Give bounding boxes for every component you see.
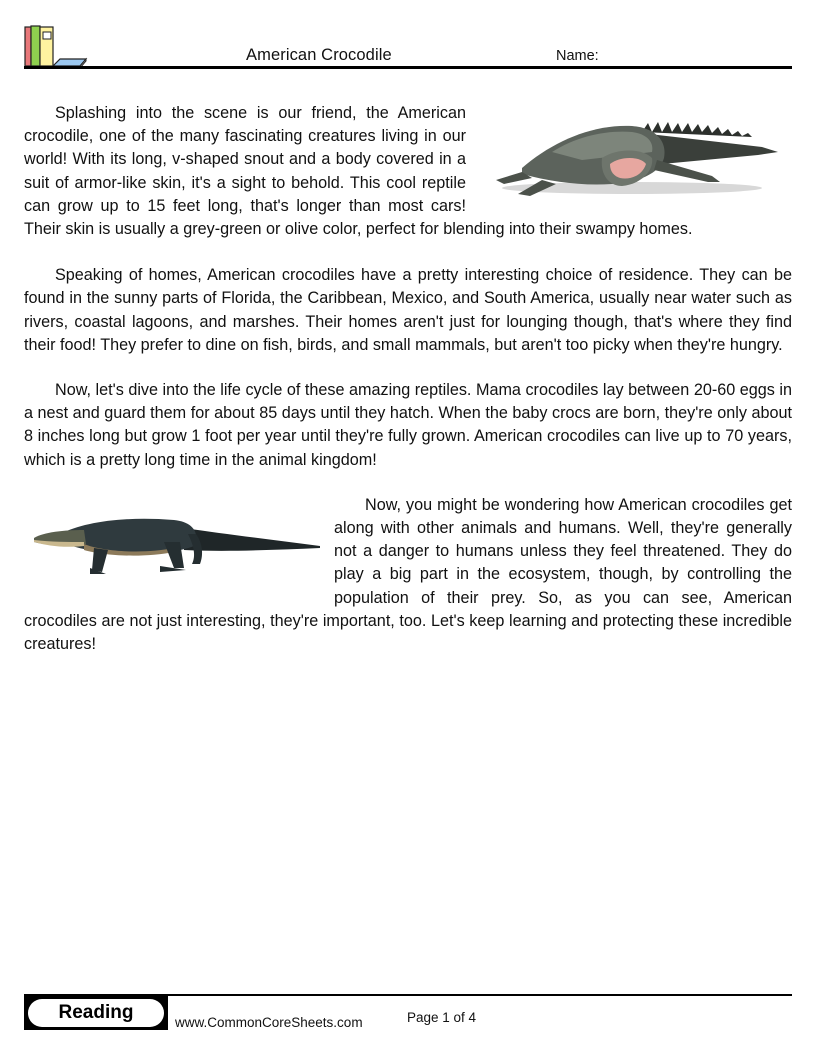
- subject-badge: [24, 996, 168, 1030]
- name-field-label: Name:: [556, 48, 599, 64]
- paragraph-2: Speaking of homes, American crocodiles have a pretty interesting choice of residence. They can be found in the sunny parts of Florida, the Caribbean, Mexico, and South America, usually near water such as rivers, coastal lagoons, and marshes. Their homes aren't just for lounging though, that's where they find their food! They prefer to dine on fish, birds, and small mammals, but aren't too picky when they're hungry.: [24, 266, 792, 354]
- paragraph-4: Now, you might be wondering how American crocodiles get along with other animals and humans. Well, they're generally not a danger to humans unless they feel threatened. They do play a big part in the ecosystem, though, by controlling the population of their prey. So, as you can see, American crocodiles are not just interesting, they're important, too. Let's keep learning and protecting these incredible creatures!: [24, 495, 792, 654]
- site-url: www.CommonCoreSheets.com: [175, 1015, 363, 1030]
- paragraph-1: Splashing into the scene is our friend, the American crocodile, one of the many fascinating creatures living in our world! With its long, v-shaped snout and a body covered in a suit of armor-like skin, it's a sight to behold. This cool reptile can grow up to 15 feet long, that's longer than most cars! Their skin is usually a grey-green or olive color, perfect for blending into their swampy homes.: [24, 104, 693, 239]
- header-divider: [24, 66, 792, 69]
- subject-badge-label: Reading: [28, 999, 164, 1027]
- article-body: [24, 102, 792, 678]
- crocodile-open-mouth-image: [482, 102, 792, 212]
- books-icon: [24, 24, 104, 68]
- paragraph-3: Now, let's dive into the life cycle of these amazing reptiles. Mama crocodiles lay between 20-60 eggs in a nest and guard them for about 85 days until they hatch. When the baby crocs are born, they're only about 8 inches long but grow 1 foot per year until they're fully grown. American crocodiles can live up to 70 years, which is a pretty long time in the animal kingdom!: [24, 381, 792, 469]
- worksheet-title: American Crocodile: [246, 46, 392, 64]
- worksheet-header: [24, 22, 792, 68]
- crocodile-walking-image: [24, 494, 324, 584]
- page-number: Page 1 of 4: [407, 1010, 477, 1025]
- worksheet-footer: [24, 994, 792, 1034]
